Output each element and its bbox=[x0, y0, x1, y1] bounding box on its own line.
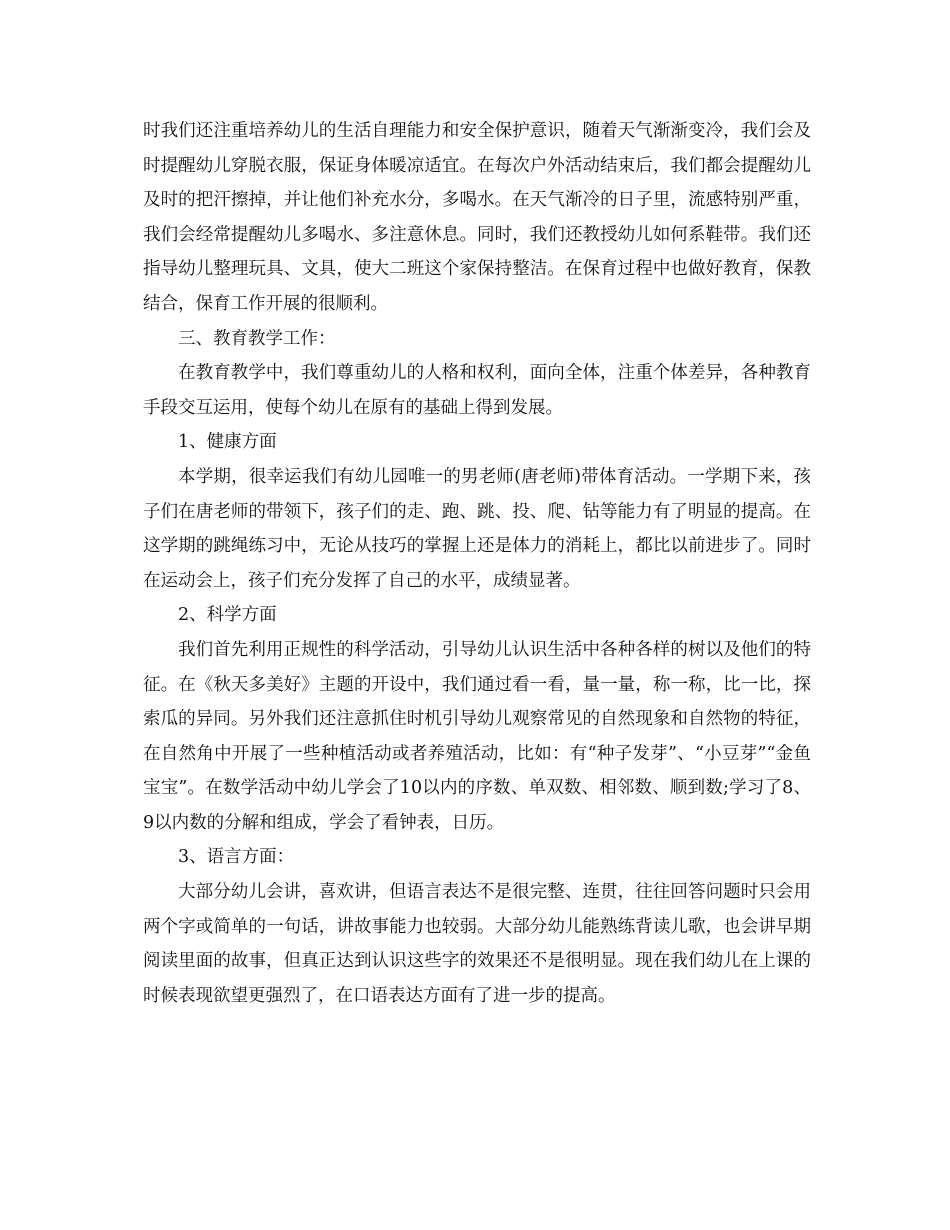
document-page bbox=[143, 114, 811, 1013]
paragraph-education-intro: 在教育教学中，我们尊重幼儿的人格和权利，面向全体，注重个体差异，各种教育手段交互运用，使每个幼儿在原有的基础上得到发展。 bbox=[143, 363, 811, 418]
subheading-language: 3、语言方面： bbox=[178, 847, 295, 868]
paragraph-language: 大部分幼儿会讲，喜欢讲，但语言表达不是很完整、连贯，往往回答问题时只会用两个字或简单的一句话，讲故事能力也较弱。大部分幼儿能熟练背读儿歌，也会讲早期阅读里面的故事，但真正达到认识这些字的效果还不是很明显。现在我们幼儿在上课的时候表现欲望更强烈了，在口语表达方面有了进一步的提高。 bbox=[143, 882, 811, 1006]
subheading-science: 2、科学方面 bbox=[178, 605, 277, 626]
paragraph-science: 我们首先利用正规性的科学活动，引导幼儿认识生活中各种各样的树以及他们的特征。在《秋天多美好》主题的开设中，我们通过看一看，量一量，称一称，比一比，探索瓜的异同。另外我们还注意抓住时机引导幼儿观察常见的自然现象和自然物的特征，在自然角中开展了一些种植活动或者养殖活动，比如：有“种子发芽”、“小豆芽”“金鱼宝宝”。在数学活动中幼儿学会了10以内的序数、单双数、相邻数、顺到数;学习了8、9以内数的分解和组成，学会了看钟表，日历。 bbox=[143, 639, 811, 833]
section-heading-education: 三、教育教学工作： bbox=[178, 328, 336, 349]
subheading-health: 1、健康方面 bbox=[178, 432, 277, 453]
paragraph-health: 本学期，很幸运我们有幼儿园唯一的男老师(唐老师)带体育活动。一学期下来，孩子们在唐老师的带领下，孩子们的走、跑、跳、投、爬、钻等能力有了明显的提高。在这学期的跳绳练习中，无论从技巧的掌握上还是体力的消耗上，都比以前进步了。同时在运动会上，孩子们充分发挥了自己的水平，成绩显著。 bbox=[143, 466, 811, 591]
paragraph-continuation: 时我们还注重培养幼儿的生活自理能力和安全保护意识，随着天气渐渐变冷，我们会及时提醒幼儿穿脱衣服，保证身体暖凉适宜。在每次户外活动结束后，我们都会提醒幼儿及时的把汗擦掉，并让他们补充水分，多喝水。在天气渐冷的日子里，流感特别严重，我们会经常提醒幼儿多喝水、多注意休息。同时，我们还教授幼儿如何系鞋带。我们还指导幼儿整理玩具、文具，使大二班这个家保持整洁。在保育过程中也做好教育，保教结合，保育工作开展的很顺利。 bbox=[143, 121, 811, 314]
